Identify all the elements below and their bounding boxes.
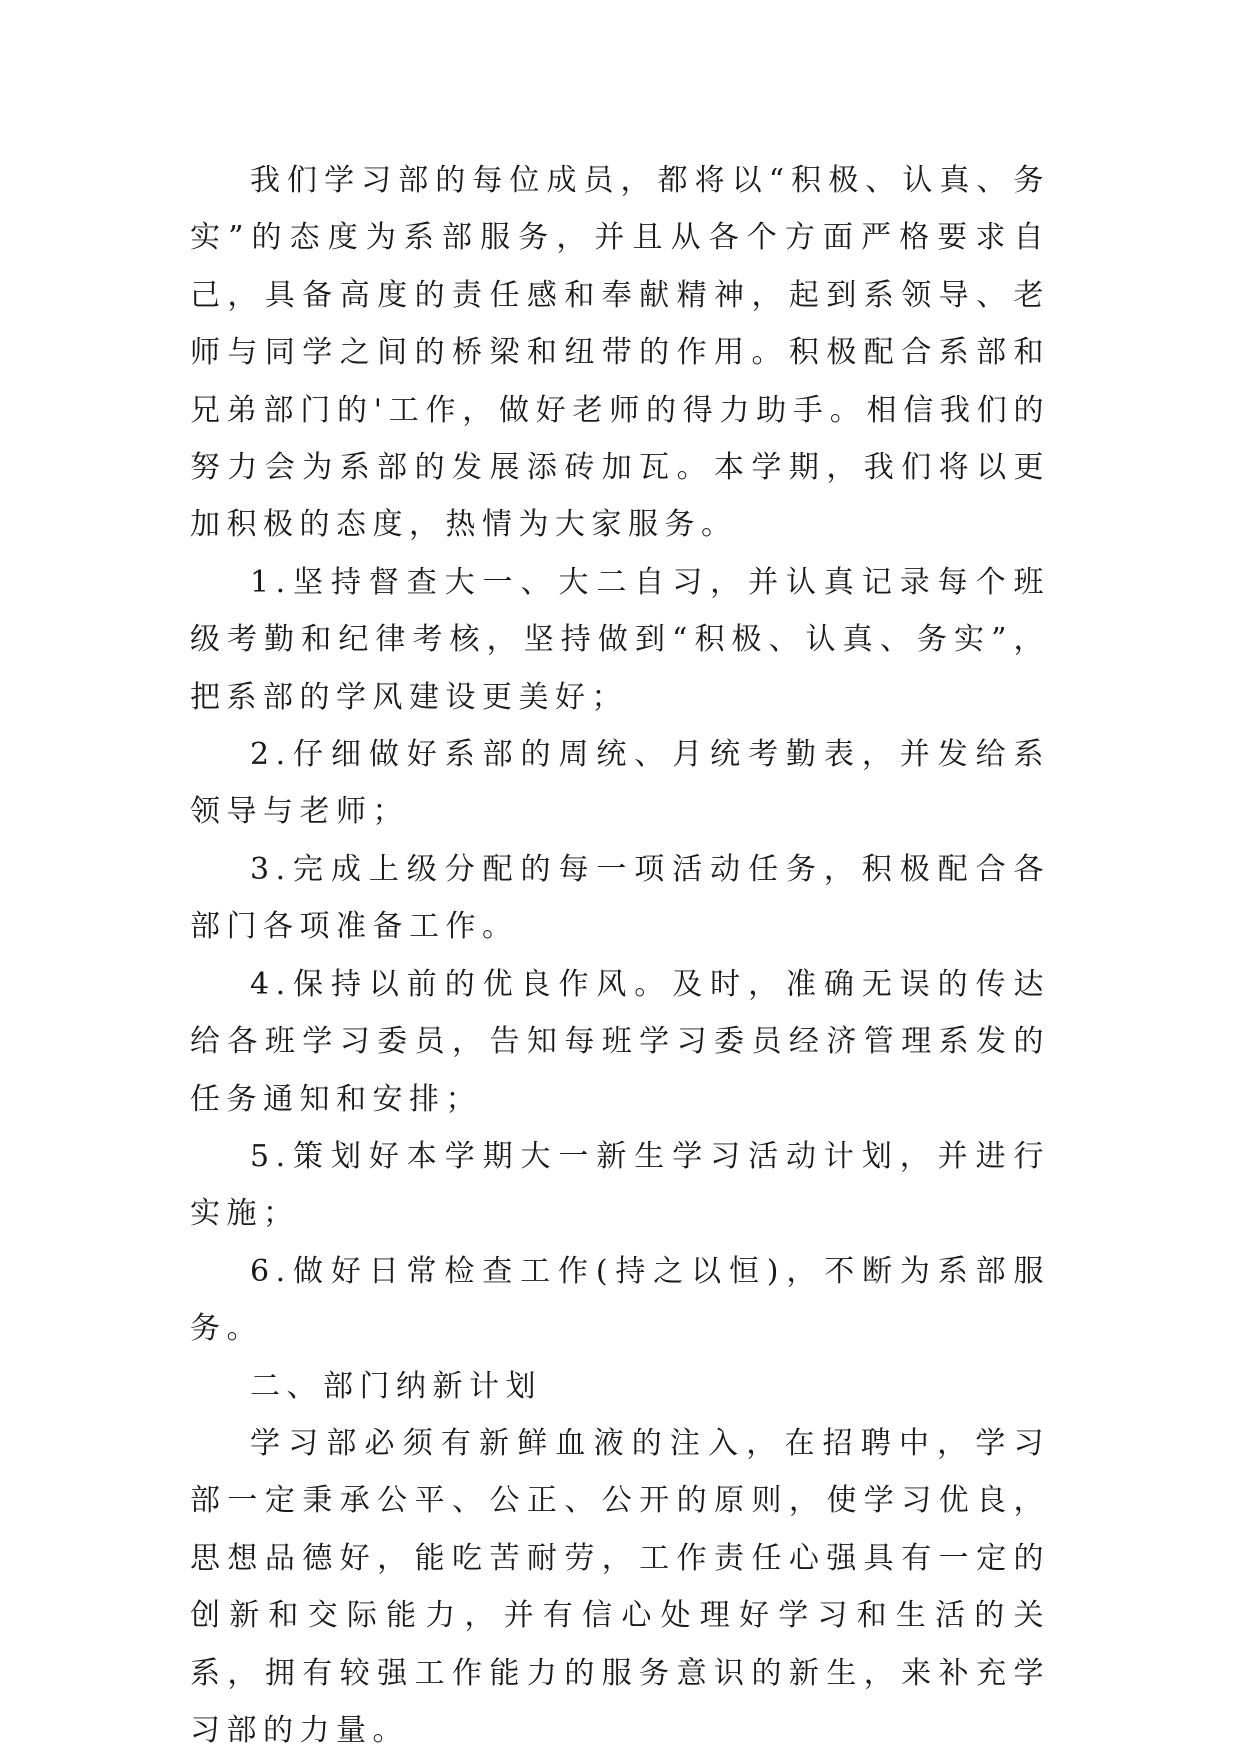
list-item-4: 4.保持以前的优良作风。及时，准确无误的传达给各班学习委员，告知每班学习委员经济管理系发的任务通知和安排； bbox=[190, 966, 1050, 1117]
list-item-6: 6.做好日常检查工作(持之以恒)，不断为系部服务。 bbox=[190, 1253, 1050, 1347]
document-body bbox=[190, 152, 1050, 1759]
list-item-5: 5.策划好本学期大一新生学习活动计划，并进行实施； bbox=[190, 1138, 1050, 1232]
list-item-3: 3.完成上级分配的每一项活动任务，积极配合各部门各项准备工作。 bbox=[190, 851, 1050, 945]
list-item-1: 1.坚持督查大一、大二自习，并认真记录每个班级考勤和纪律考核，坚持做到“积极、认真、务实”，把系部的学风建设更美好； bbox=[190, 564, 1050, 715]
paragraph-intro: 我们学习部的每位成员，都将以“积极、认真、务实”的态度为系部服务，并且从各个方面严格要求自己，具备高度的责任感和奉献精神，起到系领导、老师与同学之间的桥梁和纽带的作用。积极配合系部和兄弟部门的'工作，做好老师的得力助手。相信我们的努力会为系部的发展添砖加瓦。本学期，我们将以更加积极的态度，热情为大家服务。 bbox=[190, 163, 1050, 543]
paragraph-recruitment: 学习部必须有新鲜血液的注入，在招聘中，学习部一定秉承公平、公正、公开的原则，使学习优良，思想品德好，能吃苦耐劳，工作责任心强具有一定的创新和交际能力，并有信心处理好学习和生活的关系，拥有较强工作能力的服务意识的新生，来补充学习部的力量。 bbox=[190, 1425, 1050, 1748]
list-item-2: 2.仔细做好系部的周统、月统考勤表，并发给系领导与老师； bbox=[190, 737, 1050, 830]
section-heading: 二、部门纳新计划 bbox=[250, 1368, 542, 1404]
